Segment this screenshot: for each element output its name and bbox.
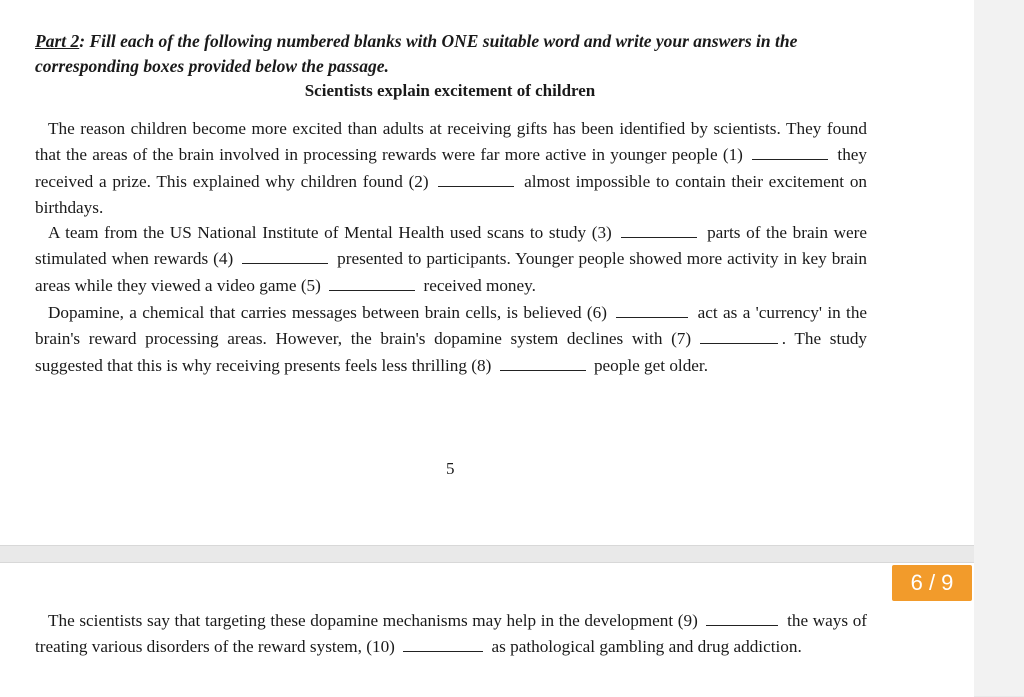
text-segment: The reason children become more excited than adults at receiving gifts has been identified by scientists. They found that the areas of the brain involved in processing rewards were far more active in younger people (1) [35, 119, 867, 165]
blank-3 [621, 221, 697, 238]
part-label: Part 2 [35, 31, 80, 51]
paragraph-2 [35, 220, 867, 299]
paragraph-3 [35, 300, 867, 379]
text-segment: . The study suggested that this is why receiving presents feels less thrilling (8) [35, 329, 868, 375]
page-number: 5 [446, 459, 455, 478]
text-segment: as pathological gambling and drug addiction. [491, 637, 802, 657]
paragraph-4 [35, 608, 867, 661]
text-segment: The scientists say that targeting these dopamine mechanisms may help in the development (9) [48, 611, 698, 630]
blank-6 [616, 301, 688, 318]
instructions [35, 29, 867, 79]
blank-5 [329, 274, 415, 291]
blank-7 [700, 327, 778, 344]
page-indicator-badge[interactable]: 6 / 9 [892, 565, 972, 601]
instructions-text: : Fill each of the following numbered blanks with ONE suitable word and write your answers in the corresponding boxes provided below the passage. [35, 31, 798, 76]
text-segment: almost impossible to contain their excitement on birthdays. [35, 171, 868, 217]
text-segment: Dopamine, a chemical that carries messages between brain cells, is believed (6) [48, 303, 607, 322]
text-segment: the ways of treating various disorders of the reward system, (10) [35, 611, 868, 657]
text-segment: parts of the brain were stimulated when rewards (4) [35, 223, 868, 269]
blank-4 [242, 247, 328, 264]
text-segment: people get older. [593, 355, 709, 375]
text-segment: act as a 'currency' in the brain's reward processing areas. However, the brain's dopamine system declines with (7) [35, 303, 868, 349]
blank-9 [706, 609, 778, 626]
blank-1 [752, 143, 828, 160]
viewer-gutter [974, 0, 1024, 696]
blank-8 [500, 354, 586, 371]
text-segment: presented to participants. Younger people showed more activity in key brain areas while they viewed a video game (5) [35, 249, 868, 295]
document-page-next [0, 562, 974, 697]
text-segment: A team from the US National Institute of Mental Health used scans to study (3) [48, 223, 612, 242]
paragraph-1 [35, 116, 867, 221]
text-segment: received money. [423, 275, 536, 295]
passage-title: Scientists explain excitement of children [304, 81, 596, 100]
blank-10 [403, 635, 483, 652]
text-segment: they received a prize. This explained why children found (2) [35, 145, 868, 191]
blank-2 [438, 170, 514, 187]
